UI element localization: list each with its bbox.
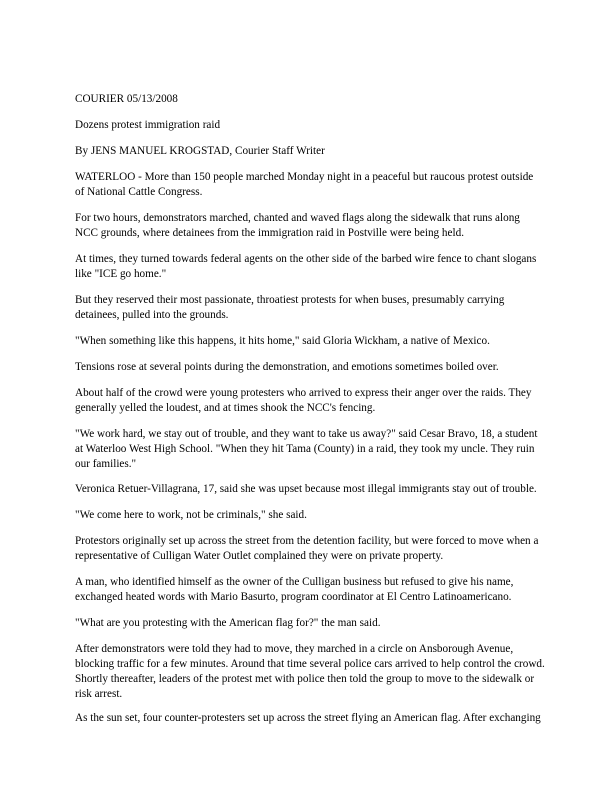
source-line: COURIER 05/13/2008 xyxy=(75,93,178,105)
paragraph: At times, they turned towards federal agents on the other side of the barbed wire fence to chant slogans like "ICE go home." xyxy=(75,253,537,280)
paragraph: "We come here to work, not be criminals," she said. xyxy=(75,509,307,521)
headline: Dozens protest immigration raid xyxy=(75,119,221,131)
paragraph: For two hours, demonstrators marched, chanted and waved flags along the sidewalk that runs along NCC grounds, where detainees from the immigration raid in Postville were being held. xyxy=(75,212,520,239)
paragraph: A man, who identified himself as the owner of the Culligan business but refused to give his name, exchanged heated words with Mario Basurto, program coordinator at El Centro Latinoamericano. xyxy=(75,576,514,603)
paragraph: Protestors originally set up across the street from the detention facility, but were forced to move when a representative of Culligan Water Outlet complained they were on private property. xyxy=(75,535,539,562)
paragraph: Tensions rose at several points during the demonstration, and emotions sometimes boiled over. xyxy=(75,361,499,373)
paragraph: About half of the crowd were young protesters who arrived to express their anger over the raids. They generally yelled the loudest, and at times shook the NCC's fencing. xyxy=(75,387,532,414)
paragraph: But they reserved their most passionate, throatiest protests for when buses, presumably carrying detainees, pulled into the grounds. xyxy=(75,294,505,321)
paragraph: "We work hard, we stay out of trouble, and they want to take us away?" said Cesar Bravo, 18, a student at Waterloo West High School. "When they hit Tama (County) in a raid, they took my uncle. They ruin our families." xyxy=(75,428,538,470)
paragraph: As the sun set, four counter-protesters set up across the street flying an American flag. After exchanging xyxy=(75,712,541,724)
paragraph: Veronica Retuer-Villagrana, 17, said she was upset because most illegal immigrants stay out of trouble. xyxy=(75,483,537,495)
paragraph: "When something like this happens, it hits home," said Gloria Wickham, a native of Mexico. xyxy=(75,335,490,347)
paragraph: "What are you protesting with the American flag for?" the man said. xyxy=(75,617,381,629)
paragraph: After demonstrators were told they had to move, they marched in a circle on Ansborough Avenue, blocking traffic for a few minutes. Around that time several police cars arrived to help control the crowd. Shortly thereafter, leaders of the protest met with police then told the group to move to the sidewalk or risk arrest. xyxy=(75,643,545,700)
byline: By JENS MANUEL KROGSTAD, Courier Staff Writer xyxy=(75,145,325,157)
paragraph: WATERLOO - More than 150 people marched Monday night in a peaceful but raucous protest outside of National Cattle Congress. xyxy=(75,171,534,198)
